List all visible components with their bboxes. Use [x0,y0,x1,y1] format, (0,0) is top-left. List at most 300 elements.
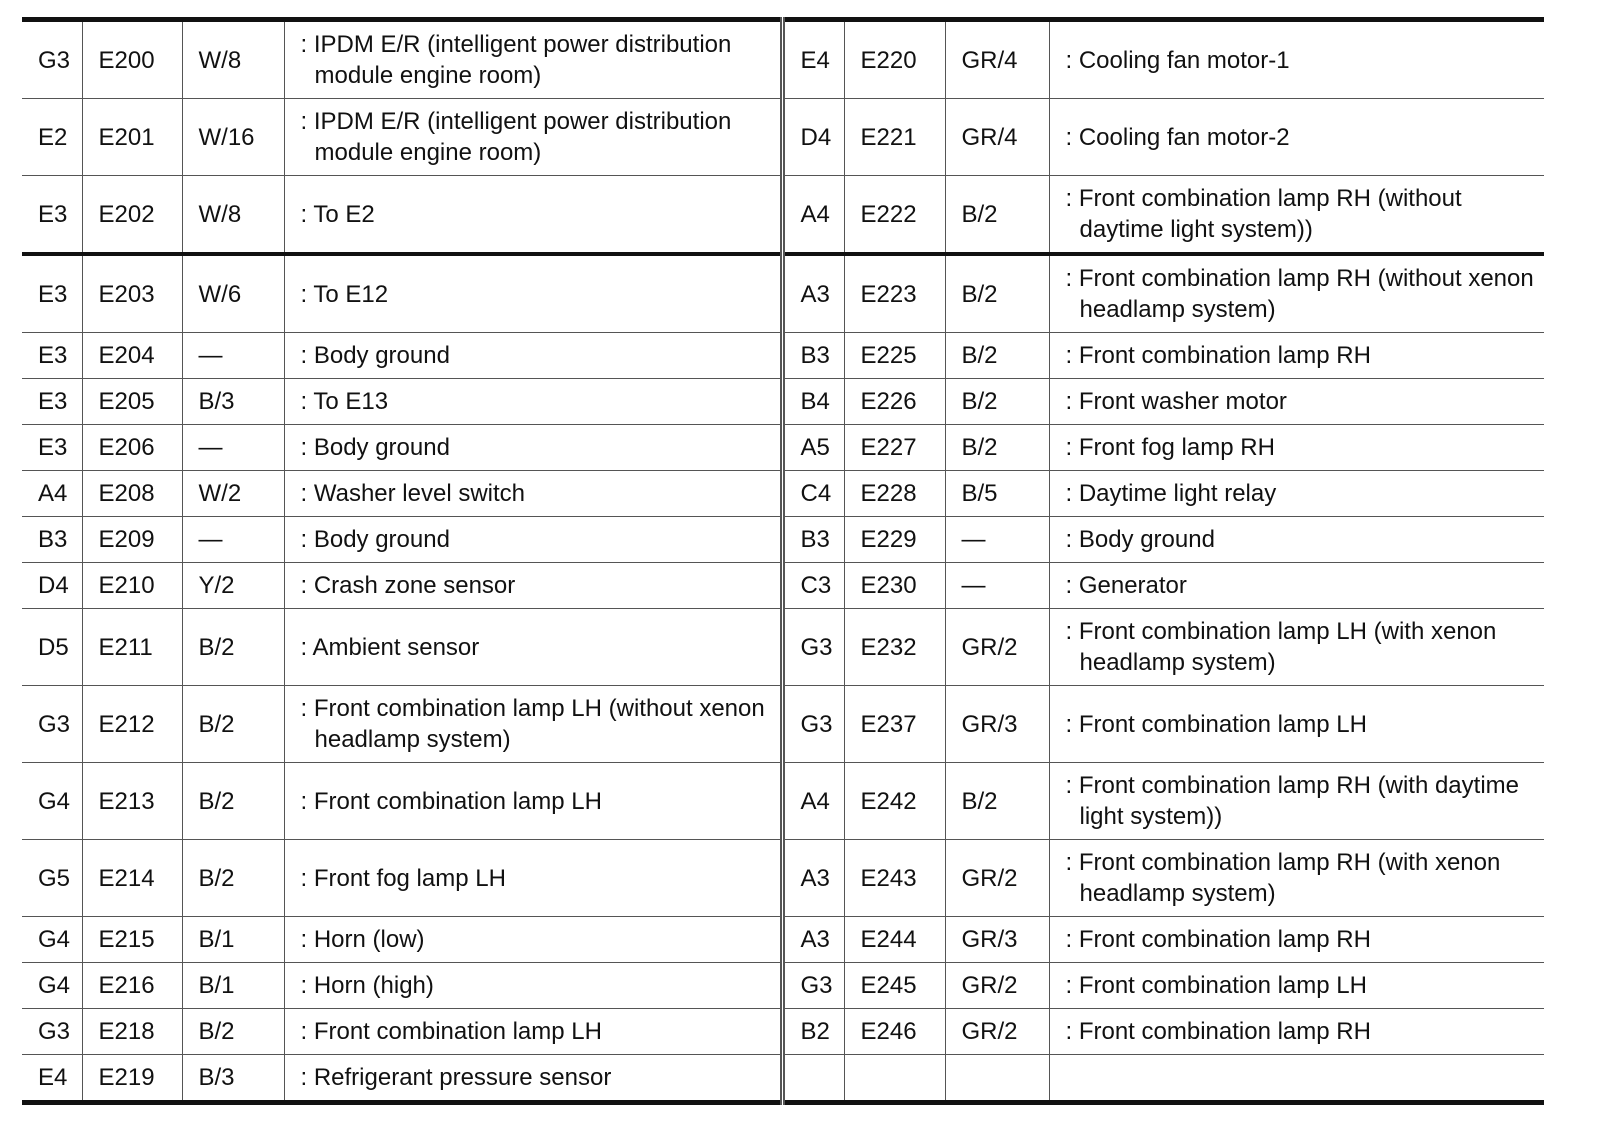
left-description-text: : To E2 [300,200,375,228]
table-row [22,563,1544,609]
left-connector-text: E203 [98,280,155,308]
left-description-text: : Refrigerant pressure sensor [300,1064,612,1091]
right-grid-cell [782,379,844,425]
left-description-cell [284,254,782,333]
right-connector-text: E244 [860,926,917,953]
left-description-text: : Front combination lamp LH [300,1018,602,1045]
right-description-cell [1049,763,1544,840]
left-description-cell [284,686,782,763]
right-connector-cell [844,176,945,255]
right-description-cell [1049,425,1544,471]
right-description-cell [1049,176,1544,255]
left-grid-text: G4 [38,972,71,999]
right-connector-text: E220 [860,46,917,74]
right-connector-cell [844,254,945,333]
left-color-pins-cell [182,333,284,379]
right-grid-text: G3 [800,633,833,661]
left-connector-cell [82,917,182,963]
left-description-text: : Ambient sensor [300,633,480,661]
right-connector-cell [844,333,945,379]
left-color-pins-cell [182,840,284,917]
right-color-pins-text: GR/2 [961,633,1018,661]
right-description-cell [1049,1055,1544,1103]
left-color-pins-text: B/2 [198,1018,235,1045]
left-color-pins-text: B/3 [198,388,235,415]
left-color-pins-text: — [198,434,223,461]
left-connector-text: E208 [98,480,155,507]
right-description-cell [1049,333,1544,379]
right-color-pins-text: — [961,526,986,553]
left-color-pins-cell [182,763,284,840]
left-grid-cell [22,379,82,425]
left-color-pins-cell [182,917,284,963]
left-grid-text: G3 [38,1018,71,1045]
right-connector-cell [844,763,945,840]
right-connector-text: E226 [860,388,917,415]
left-color-pins-text: W/8 [198,200,242,228]
left-grid-text: G5 [38,864,71,892]
left-grid-text: E3 [38,342,68,369]
left-description-text: : Body ground [300,526,450,553]
right-description-text: : Front combination lamp RH [1065,926,1371,953]
right-color-pins-cell [945,563,1049,609]
left-grid-cell [22,963,82,1009]
left-connector-text: E214 [98,864,155,892]
right-connector-text: E228 [860,480,917,507]
right-grid-cell [782,609,844,686]
right-description-cell [1049,609,1544,686]
right-color-pins-cell [945,176,1049,255]
right-grid-cell [782,471,844,517]
left-grid-cell [22,333,82,379]
right-grid-text: B3 [800,526,830,553]
right-connector-cell [844,20,945,99]
right-connector-cell [844,99,945,176]
right-description-text: : Front combination lamp RH (with daytime light system)) [1065,772,1519,830]
right-description-text: : Generator [1065,572,1187,599]
left-grid-text: G3 [38,46,71,74]
table-row [22,840,1544,917]
table-row [22,379,1544,425]
right-grid-cell [782,333,844,379]
left-grid-text: G4 [38,926,71,953]
right-color-pins-cell [945,609,1049,686]
table-row [22,254,1544,333]
right-connector-cell [844,1055,945,1103]
left-grid-cell [22,99,82,176]
left-description-cell [284,609,782,686]
left-color-pins-text: B/1 [198,926,235,953]
left-connector-cell [82,563,182,609]
left-color-pins-cell [182,176,284,255]
right-grid-text: A5 [800,434,830,461]
right-grid-text: A3 [800,926,830,953]
right-grid-cell [782,563,844,609]
left-description-text: : Horn (high) [300,972,434,999]
right-color-pins-cell [945,1055,1049,1103]
left-grid-text: E4 [38,1064,68,1091]
right-grid-cell [782,254,844,333]
right-connector-text: E245 [860,972,917,999]
right-description-text: : Daytime light relay [1065,480,1277,507]
left-grid-text: E3 [38,280,68,308]
left-description-cell [284,176,782,255]
right-connector-cell [844,917,945,963]
right-color-pins-text: B/2 [961,280,998,308]
right-connector-cell [844,963,945,1009]
left-color-pins-cell [182,379,284,425]
left-grid-cell [22,686,82,763]
right-grid-cell [782,763,844,840]
right-description-cell [1049,563,1544,609]
right-description-cell [1049,254,1544,333]
left-connector-cell [82,99,182,176]
right-grid-cell [782,963,844,1009]
right-color-pins-cell [945,840,1049,917]
left-connector-cell [82,763,182,840]
right-color-pins-cell [945,333,1049,379]
left-color-pins-text: W/8 [198,46,242,74]
left-description-cell [284,425,782,471]
left-description-cell [284,563,782,609]
left-color-pins-cell [182,425,284,471]
left-grid-text: E3 [38,200,68,228]
left-color-pins-text: W/2 [198,480,242,507]
left-color-pins-text: — [198,342,223,369]
right-color-pins-text: B/2 [961,787,998,815]
right-color-pins-cell [945,686,1049,763]
right-color-pins-text: GR/2 [961,864,1018,892]
right-color-pins-cell [945,20,1049,99]
right-color-pins-text: B/2 [961,200,998,228]
right-grid-text: A4 [800,787,830,815]
right-connector-cell [844,840,945,917]
right-color-pins-text: GR/4 [961,46,1018,74]
left-description-text: : Body ground [300,342,450,369]
left-connector-cell [82,517,182,563]
right-description-text: : Cooling fan motor-2 [1065,123,1290,151]
left-color-pins-text: Y/2 [198,572,235,599]
table-row [22,333,1544,379]
left-color-pins-text: B/2 [198,710,235,738]
left-color-pins-cell [182,1055,284,1103]
left-description-text: : Body ground [300,434,450,461]
left-description-cell [284,99,782,176]
right-color-pins-cell [945,917,1049,963]
left-grid-text: E2 [38,123,68,151]
left-description-cell [284,20,782,99]
table-row [22,20,1544,99]
right-connector-text: E221 [860,123,917,151]
left-grid-cell [22,517,82,563]
right-description-text: : Front fog lamp RH [1065,434,1275,461]
right-connector-cell [844,471,945,517]
right-description-text: : Body ground [1065,526,1215,553]
left-connector-text: E206 [98,434,155,461]
table-row [22,425,1544,471]
left-connector-cell [82,176,182,255]
left-grid-cell [22,471,82,517]
right-connector-cell [844,563,945,609]
right-description-cell [1049,99,1544,176]
left-grid-cell [22,20,82,99]
right-description-text: : Front combination lamp LH [1065,710,1367,738]
right-grid-text: A3 [800,280,830,308]
left-grid-cell [22,1055,82,1103]
left-grid-cell [22,609,82,686]
left-connector-cell [82,1055,182,1103]
right-grid-cell [782,20,844,99]
left-color-pins-cell [182,254,284,333]
table-row [22,517,1544,563]
right-color-pins-text: GR/2 [961,972,1018,999]
right-grid-text: C3 [800,572,832,599]
right-description-cell [1049,963,1544,1009]
right-grid-cell [782,176,844,255]
left-connector-text: E200 [98,46,155,74]
right-grid-text: G3 [800,710,833,738]
right-connector-cell [844,1009,945,1055]
left-connector-cell [82,254,182,333]
table-row [22,176,1544,255]
left-connector-cell [82,1009,182,1055]
left-description-text: : Front fog lamp LH [300,864,506,892]
right-grid-cell [782,840,844,917]
right-description-cell [1049,1009,1544,1055]
left-description-cell [284,1009,782,1055]
left-color-pins-cell [182,563,284,609]
left-grid-cell [22,763,82,840]
right-color-pins-text: GR/4 [961,123,1018,151]
right-connector-text: E223 [860,280,917,308]
right-connector-cell [844,609,945,686]
left-connector-cell [82,963,182,1009]
right-connector-text: E230 [860,572,917,599]
right-grid-text: B3 [800,342,830,369]
left-description-cell [284,517,782,563]
left-color-pins-text: B/2 [198,864,235,892]
left-connector-text: E215 [98,926,155,953]
left-connector-text: E212 [98,710,155,738]
right-description-text: : Front combination lamp RH (without xenon headlamp system) [1065,265,1534,323]
left-connector-cell [82,840,182,917]
right-grid-cell [782,99,844,176]
left-color-pins-text: B/1 [198,972,235,999]
right-connector-text: E242 [860,787,917,815]
table-row [22,1055,1544,1103]
right-color-pins-cell [945,471,1049,517]
left-connector-text: E205 [98,388,155,415]
left-description-text: : Horn (low) [300,926,425,953]
left-connector-cell [82,20,182,99]
right-color-pins-cell [945,763,1049,840]
left-connector-text: E202 [98,200,155,228]
left-description-cell [284,763,782,840]
left-description-text: : IPDM E/R (intelligent power distribution module engine room) [300,108,732,166]
right-grid-text: C4 [800,480,832,507]
right-grid-text: B2 [800,1018,830,1045]
left-color-pins-cell [182,686,284,763]
left-connector-cell [82,609,182,686]
left-connector-text: E209 [98,526,155,553]
right-color-pins-text: B/2 [961,342,998,369]
right-connector-text: E237 [860,710,917,738]
right-description-cell [1049,471,1544,517]
left-description-cell [284,963,782,1009]
right-grid-text: A3 [800,864,830,892]
right-description-cell [1049,917,1544,963]
right-connector-cell [844,379,945,425]
left-color-pins-cell [182,20,284,99]
table-row [22,99,1544,176]
left-connector-text: E204 [98,342,155,369]
table-row [22,609,1544,686]
left-grid-text: E3 [38,388,68,415]
right-grid-cell [782,686,844,763]
right-color-pins-cell [945,963,1049,1009]
left-description-cell [284,379,782,425]
left-color-pins-cell [182,609,284,686]
right-color-pins-text: — [961,572,986,599]
left-description-cell [284,1055,782,1103]
left-description-text: : To E13 [300,388,389,415]
right-color-pins-cell [945,99,1049,176]
right-connector-text: E222 [860,200,917,228]
left-description-text: : To E12 [300,280,389,308]
right-grid-cell [782,517,844,563]
left-connector-text: E201 [98,123,155,151]
right-color-pins-cell [945,1009,1049,1055]
right-grid-cell [782,917,844,963]
left-description-text: : IPDM E/R (intelligent power distribution module engine room) [300,31,732,89]
left-color-pins-text: B/2 [198,787,235,815]
right-grid-text: G3 [800,972,833,999]
right-connector-cell [844,517,945,563]
connector-table [22,17,1544,1105]
left-grid-text: E3 [38,434,68,461]
left-connector-text: E211 [98,633,153,661]
right-color-pins-cell [945,379,1049,425]
right-color-pins-text: GR/2 [961,1018,1018,1045]
connector-table-body [22,20,1544,1103]
right-connector-text: E225 [860,342,917,369]
right-description-cell [1049,840,1544,917]
right-color-pins-text: GR/3 [961,710,1018,738]
right-connector-text: E227 [860,434,917,461]
table-row [22,471,1544,517]
right-color-pins-text: GR/3 [961,926,1018,953]
left-grid-text: G4 [38,787,71,815]
left-grid-cell [22,176,82,255]
right-color-pins-text: B/5 [961,480,998,507]
right-grid-cell [782,1009,844,1055]
right-description-cell [1049,379,1544,425]
left-grid-cell [22,254,82,333]
right-color-pins-text: B/2 [961,434,998,461]
left-color-pins-text: B/3 [198,1064,235,1091]
left-description-text: : Crash zone sensor [300,572,516,599]
left-description-text: : Front combination lamp LH [300,787,602,815]
right-connector-text: E229 [860,526,917,553]
left-connector-text: E216 [98,972,155,999]
right-grid-cell [782,1055,844,1103]
left-description-cell [284,471,782,517]
left-grid-text: D4 [38,572,69,599]
right-description-text: : Cooling fan motor-1 [1065,46,1290,74]
right-grid-text: D4 [800,123,832,151]
left-description-cell [284,333,782,379]
right-grid-text: A4 [800,200,830,228]
right-connector-text: E246 [860,1018,917,1045]
right-connector-cell [844,686,945,763]
right-description-text: : Front combination lamp RH [1065,1018,1371,1045]
left-description-cell [284,840,782,917]
left-connector-text: E213 [98,787,155,815]
right-color-pins-cell [945,254,1049,333]
table-row [22,763,1544,840]
left-connector-cell [82,425,182,471]
table-row [22,917,1544,963]
left-color-pins-text: W/6 [198,280,242,308]
right-description-text: : Front combination lamp LH (with xenon headlamp system) [1065,618,1497,676]
table-row [22,686,1544,763]
left-connector-text: E210 [98,572,155,599]
right-grid-text: E4 [800,46,830,74]
left-color-pins-text: B/2 [198,633,235,661]
left-description-cell [284,917,782,963]
left-connector-cell [82,333,182,379]
right-color-pins-text: B/2 [961,388,998,415]
right-description-text: : Front washer motor [1065,388,1287,415]
right-grid-cell [782,425,844,471]
left-description-text: : Washer level switch [300,480,526,507]
table-row [22,1009,1544,1055]
left-color-pins-cell [182,517,284,563]
right-description-text: : Front combination lamp RH [1065,342,1371,369]
left-grid-cell [22,425,82,471]
right-description-text: : Front combination lamp RH (with xenon headlamp system) [1065,849,1501,907]
right-color-pins-cell [945,425,1049,471]
right-description-cell [1049,20,1544,99]
left-connector-cell [82,379,182,425]
right-connector-cell [844,425,945,471]
right-connector-text: E232 [860,633,917,661]
left-grid-text: G3 [38,710,71,738]
left-color-pins-cell [182,963,284,1009]
left-grid-cell [22,840,82,917]
left-connector-cell [82,471,182,517]
right-connector-text: E243 [860,864,917,892]
left-color-pins-text: W/16 [198,123,255,151]
left-grid-text: D5 [38,633,69,661]
left-grid-cell [22,563,82,609]
left-connector-text: E218 [98,1018,155,1045]
left-connector-cell [82,686,182,763]
right-description-cell [1049,686,1544,763]
left-grid-cell [22,1009,82,1055]
left-color-pins-cell [182,471,284,517]
left-grid-text: B3 [38,526,68,553]
right-color-pins-cell [945,517,1049,563]
left-color-pins-cell [182,99,284,176]
right-description-text: : Front combination lamp LH [1065,972,1367,999]
right-grid-text: B4 [800,388,830,415]
table-row [22,963,1544,1009]
left-color-pins-text: — [198,526,223,553]
right-description-cell [1049,517,1544,563]
left-description-text: : Front combination lamp LH (without xenon headlamp system) [300,695,765,753]
right-description-text: : Front combination lamp RH (without daytime light system)) [1065,185,1462,243]
